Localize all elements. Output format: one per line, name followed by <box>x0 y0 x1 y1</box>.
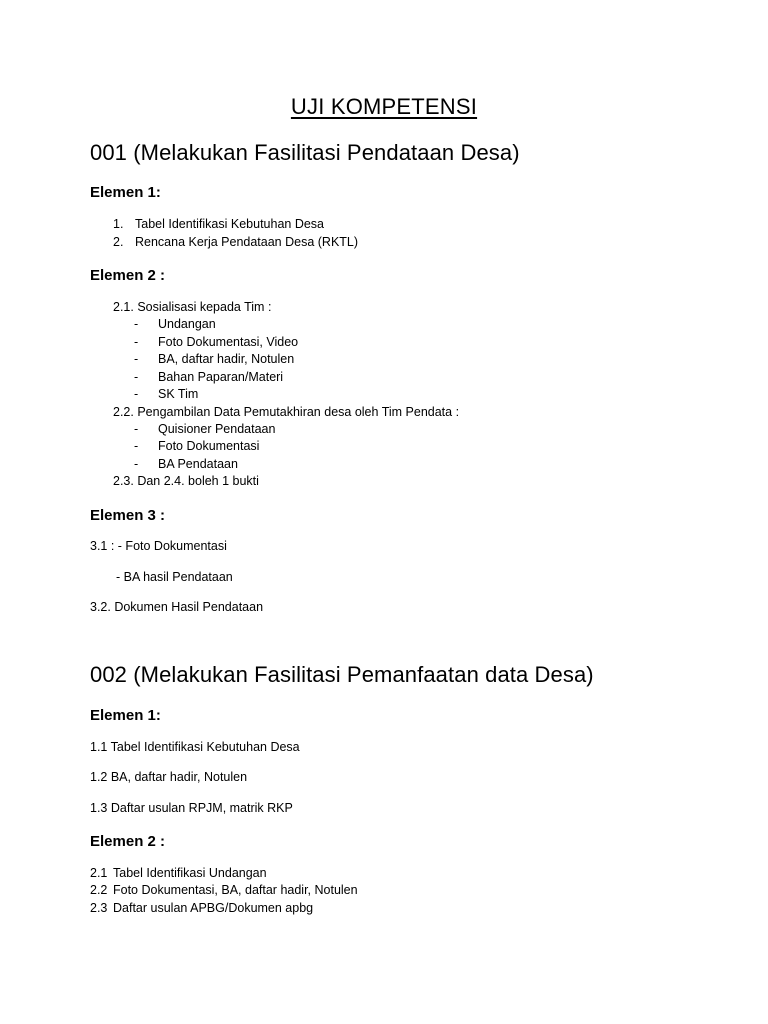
s1-e2-sub1-item-2: - Foto Dokumentasi, Video <box>134 335 299 349</box>
s2-e1-line-2: 1.2 BA, daftar hadir, Notulen <box>90 770 248 784</box>
s1-e3-line-2: - BA hasil Pendataan <box>116 570 233 584</box>
s1-e2-sub1-item-5: - SK Tim <box>134 387 199 401</box>
s1-e2-sub2-item-3: - BA Pendataan <box>134 457 238 471</box>
section-002-heading: 002 (Melakukan Fasilitasi Pemanfaatan data Desa) <box>90 662 594 687</box>
s1-elemen-2-label: Elemen 2 : <box>90 267 166 284</box>
s2-e2-item-3: 2.3 Daftar usulan APBG/Dokumen apbg <box>90 901 314 915</box>
s2-e2-item-1: 2.1 Tabel Identifikasi Undangan <box>90 866 267 880</box>
s1-e1-item-2: 2. Rencana Kerja Pendataan Desa (RKTL) <box>113 235 359 249</box>
s1-e1-item-1: 1. Tabel Identifikasi Kebutuhan Desa <box>113 217 325 231</box>
s1-e2-sub2-item-1: - Quisioner Pendataan <box>134 422 276 436</box>
s1-e3-line-1: 3.1 : - Foto Dokumentasi <box>90 539 227 553</box>
s1-e3-line-3: 3.2. Dokumen Hasil Pendataan <box>90 600 264 614</box>
s1-e2-sub-2-2: 2.2. Pengambilan Data Pemutakhiran desa oleh Tim Pendata : <box>113 405 460 419</box>
s1-elemen-3-label: Elemen 3 : <box>90 507 166 524</box>
s1-e2-sub-2-3: 2.3. Dan 2.4. boleh 1 bukti <box>113 474 259 488</box>
section-001-heading: 001 (Melakukan Fasilitasi Pendataan Desa) <box>90 140 520 165</box>
s1-e2-sub2-item-2: - Foto Dokumentasi <box>134 439 260 453</box>
document-title: UJI KOMPETENSI <box>290 94 478 119</box>
s2-e2-item-2: 2.2 Foto Dokumentasi, BA, daftar hadir, Notulen <box>90 883 358 897</box>
s2-elemen-1-label: Elemen 1: <box>90 707 161 724</box>
s2-e1-line-1: 1.1 Tabel Identifikasi Kebutuhan Desa <box>90 740 300 754</box>
s1-e2-sub1-item-4: - Bahan Paparan/Materi <box>134 370 284 384</box>
s2-e1-line-3: 1.3 Daftar usulan RPJM, matrik RKP <box>90 801 293 815</box>
s1-e2-sub1-item-3: - BA, daftar hadir, Notulen <box>134 352 295 366</box>
s2-elemen-2-label: Elemen 2 : <box>90 833 166 850</box>
s1-e2-sub-2-1: 2.1. Sosialisasi kepada Tim : <box>113 300 272 314</box>
s1-elemen-1-label: Elemen 1: <box>90 184 161 201</box>
s1-e2-sub1-item-1: - Undangan <box>134 317 216 331</box>
